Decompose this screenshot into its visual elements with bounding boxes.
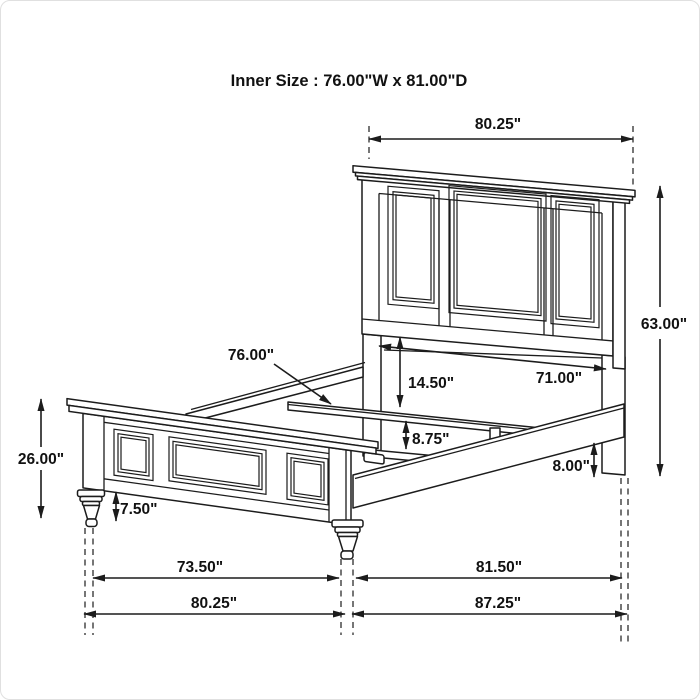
dim-inner-depth-label: 71.00" bbox=[535, 370, 583, 387]
dim-footboard-inner-width-label: 73.50" bbox=[176, 559, 224, 576]
bed-dimension-drawing bbox=[1, 1, 700, 700]
footboard-right-foot bbox=[332, 520, 363, 559]
headboard-face bbox=[362, 177, 613, 356]
dim-slat-height-label: 14.50" bbox=[408, 375, 455, 392]
headboard-side-face bbox=[613, 199, 625, 369]
ext-line-headboard-leg bbox=[621, 478, 628, 642]
headboard-left-leg bbox=[363, 334, 381, 453]
far-side-rail-top-face bbox=[191, 363, 365, 410]
dim-overall-length-label: 87.25" bbox=[474, 595, 522, 612]
dim-footboard-height-label: 26.00" bbox=[17, 451, 65, 468]
dim-headboard-width-label: 80.25" bbox=[474, 116, 522, 133]
dim-ledge-height-label: 8.75" bbox=[412, 431, 450, 448]
dim-side-rail-length-label: 81.50" bbox=[475, 559, 523, 576]
ext-line-left-foot bbox=[85, 528, 93, 635]
slat-rail-top-face bbox=[288, 405, 541, 431]
dim-inner-width-label: 76.00" bbox=[227, 347, 275, 364]
footboard bbox=[67, 399, 384, 530]
footboard-left-foot bbox=[78, 490, 105, 527]
dim-rail-clearance-label: 8.00" bbox=[552, 458, 590, 475]
ext-line-right-foot bbox=[341, 559, 353, 635]
dim-footboard-clearance-label: 7.50" bbox=[120, 501, 158, 518]
dim-footboard-outer-width-label: 80.25" bbox=[190, 595, 238, 612]
dim-headboard-height-label: 63.00" bbox=[640, 316, 688, 333]
inner-size-title: Inner Size : 76.00"W x 81.00"D bbox=[230, 72, 468, 90]
